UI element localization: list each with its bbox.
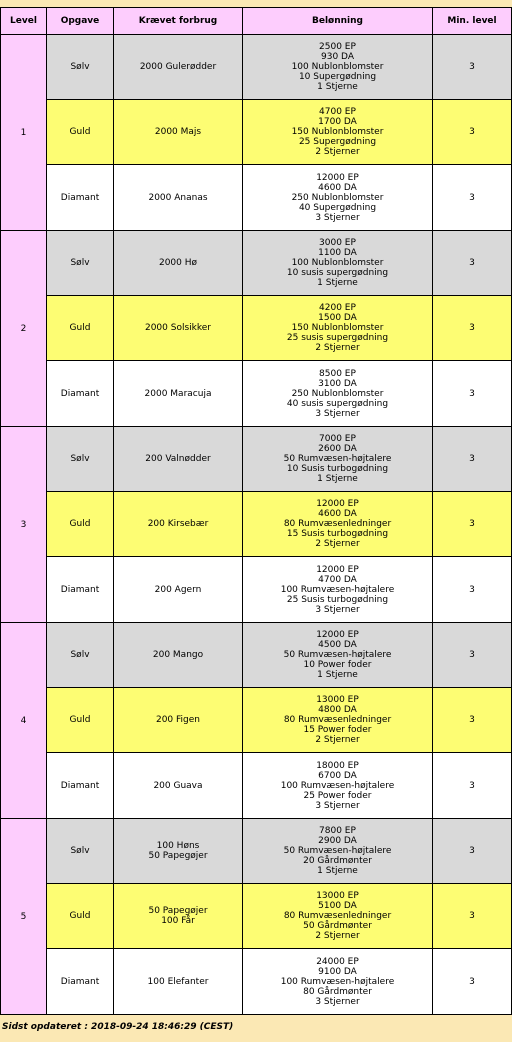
forbrug-cell [114,35,243,100]
reward-line: 1700 DA [318,117,357,127]
forbrug-line: 100 Elefanter [147,976,209,987]
header-forbrug: Krævet forbrug [114,8,243,35]
opgave-cell: Diamant [47,557,114,623]
reward-line: 4800 DA [318,705,357,715]
opgave-cell: Sølv [47,623,114,688]
reward-line: 25 susis supergødning [286,333,389,343]
reward-line: 40 susis supergødning [286,398,389,409]
reward-line: 80 Gårdmønter [303,986,372,997]
reward-line: 5100 DA [318,901,357,911]
header-level: Level [1,8,47,35]
opgave-cell: Diamant [47,361,114,427]
forbrug-cell [114,623,243,688]
forbrug-line: 100 Får [161,916,195,926]
reward-line: 18000 EP [316,760,359,771]
forbrug-line: 100 Høns [156,841,200,851]
forbrug-cell [114,296,243,361]
min-level-cell: 3 [433,35,512,100]
forbrug-line: 200 Kirsebær [147,519,209,529]
belonning-cell [243,165,433,231]
forbrug-line: 200 Agern [154,584,202,595]
belonning-cell [243,557,433,623]
forbrug-cell [114,231,243,296]
reward-line: 2 Stjerner [315,147,360,157]
reward-line: 13000 EP [316,891,359,901]
table-row [1,361,512,427]
min-level-cell: 3 [433,165,512,231]
reward-line: 250 Nublonblomster [291,388,384,399]
belonning-cell [243,623,433,688]
reward-line: 1 Stjerne [317,670,358,680]
forbrug-cell [114,492,243,557]
min-level-cell: 3 [433,361,512,427]
reward-line: 50 Rumvæsen-højtalere [283,454,392,464]
min-level-cell: 3 [433,688,512,753]
reward-line: 2900 DA [318,836,357,846]
reward-line: 100 Nublonblomster [291,62,384,72]
opgave-cell: Sølv [47,231,114,296]
reward-line: 3000 EP [319,238,356,248]
reward-line: 12000 EP [316,172,359,183]
reward-line: 9100 DA [318,966,357,977]
table-row [1,492,512,557]
belonning-cell [243,819,433,884]
opgave-cell: Guld [47,296,114,361]
reward-line: 12000 EP [316,564,359,575]
reward-line: 25 Power foder [303,790,372,801]
forbrug-line: 200 Guava [153,780,203,791]
reward-line: 1 Stjerne [317,474,358,484]
opgave-cell: Sølv [47,819,114,884]
belonning-cell [243,753,433,819]
reward-line: 7800 EP [319,826,356,836]
reward-line: 150 Nublonblomster [291,323,384,333]
reward-line: 3 Stjerner [315,800,360,811]
forbrug-line: 2000 Ananas [148,192,208,203]
min-level-cell: 3 [433,231,512,296]
reward-line: 4500 DA [318,640,357,650]
reward-line: 100 Rumvæsen-højtalere [280,780,395,791]
header-belonning: Belønning [243,8,433,35]
table-row [1,296,512,361]
reward-line: 1100 DA [318,248,357,258]
reward-line: 4700 DA [318,574,357,585]
belonning-cell [243,361,433,427]
min-level-cell: 3 [433,296,512,361]
table-row [1,819,512,884]
reward-line: 930 DA [321,52,354,62]
min-level-cell: 3 [433,427,512,492]
level-cell: 2 [1,231,47,427]
belonning-cell [243,492,433,557]
forbrug-line: 2000 Maracuja [144,388,212,399]
reward-line: 2 Stjerner [315,735,360,745]
belonning-cell [243,427,433,492]
reward-line: 100 Nublonblomster [291,258,384,268]
quest-table-body [1,35,512,1015]
belonning-cell [243,100,433,165]
level-cell: 5 [1,819,47,1015]
forbrug-cell [114,753,243,819]
reward-line: 15 Power foder [303,725,372,735]
opgave-cell: Guld [47,492,114,557]
forbrug-cell [114,427,243,492]
belonning-cell [243,688,433,753]
min-level-cell: 3 [433,100,512,165]
table-row [1,688,512,753]
reward-line: 13000 EP [316,695,359,705]
opgave-cell: Guld [47,688,114,753]
opgave-cell: Diamant [47,165,114,231]
forbrug-cell [114,949,243,1015]
belonning-cell [243,231,433,296]
forbrug-cell [114,688,243,753]
min-level-cell: 3 [433,557,512,623]
opgave-cell: Sølv [47,35,114,100]
opgave-cell: Diamant [47,949,114,1015]
reward-line: 4700 EP [319,107,356,117]
reward-line: 3 Stjerner [315,408,360,419]
reward-line: 15 Susis turbogødning [286,529,389,539]
forbrug-cell [114,819,243,884]
reward-line: 4600 DA [318,509,357,519]
level-cell: 4 [1,623,47,819]
forbrug-cell [114,100,243,165]
belonning-cell [243,949,433,1015]
table-row [1,165,512,231]
reward-line: 2 Stjerner [315,539,360,549]
reward-line: 10 Susis turbogødning [286,464,389,474]
reward-line: 6700 DA [318,770,357,781]
min-level-cell: 3 [433,949,512,1015]
reward-line: 4200 EP [319,303,356,313]
reward-line: 3 Stjerner [315,212,360,223]
quest-table [0,7,512,1015]
reward-line: 50 Gårdmønter [303,921,372,931]
belonning-cell [243,884,433,949]
header-opgave: Opgave [47,8,114,35]
reward-line: 12000 EP [316,499,359,509]
reward-line: 20 Gårdmønter [303,856,372,866]
reward-line: 2500 EP [319,42,356,52]
reward-line: 1500 DA [318,313,357,323]
reward-line: 10 Power foder [303,660,372,670]
table-row [1,753,512,819]
reward-line: 3100 DA [318,378,357,389]
reward-line: 2600 DA [318,444,357,454]
reward-line: 80 Rumvæsenledninger [283,911,392,921]
reward-line: 3 Stjerner [315,604,360,615]
reward-line: 150 Nublonblomster [291,127,384,137]
min-level-cell: 3 [433,623,512,688]
reward-line: 24000 EP [316,956,359,967]
table-row [1,35,512,100]
forbrug-line: 200 Valnødder [145,454,211,464]
forbrug-line: 2000 Gulerødder [139,62,217,72]
table-row [1,949,512,1015]
reward-line: 3 Stjerner [315,996,360,1007]
level-cell: 3 [1,427,47,623]
reward-line: 40 Supergødning [298,202,377,213]
reward-line: 25 Supergødning [298,137,377,147]
reward-line: 50 Rumvæsen-højtalere [283,846,392,856]
table-row [1,231,512,296]
forbrug-line: 2000 Majs [154,127,202,137]
forbrug-cell [114,361,243,427]
table-row [1,557,512,623]
opgave-cell: Guld [47,100,114,165]
forbrug-cell [114,884,243,949]
forbrug-line: 50 Papegøjer [148,906,208,916]
reward-line: 2 Stjerner [315,931,360,941]
reward-line: 80 Rumvæsenledninger [283,519,392,529]
opgave-cell: Guld [47,884,114,949]
forbrug-line: 2000 Hø [158,258,198,268]
reward-line: 100 Rumvæsen-højtalere [280,976,395,987]
forbrug-line: 200 Figen [155,715,200,725]
table-row [1,884,512,949]
reward-line: 1 Stjerne [317,866,358,876]
reward-line: 80 Rumvæsenledninger [283,715,392,725]
opgave-cell: Diamant [47,753,114,819]
table-row [1,623,512,688]
table-row [1,100,512,165]
reward-line: 50 Rumvæsen-højtalere [283,650,392,660]
reward-line: 8500 EP [319,368,356,379]
table-row [1,427,512,492]
min-level-cell: 3 [433,884,512,949]
forbrug-cell [114,557,243,623]
level-cell: 1 [1,35,47,231]
reward-line: 1 Stjerne [317,278,358,288]
reward-line: 1 Stjerne [317,82,358,92]
reward-line: 10 Supergødning [298,72,377,82]
last-updated: Sidst opdateret : 2018-09-24 18:46:29 (CEST) [2,1022,234,1032]
belonning-cell [243,35,433,100]
reward-line: 12000 EP [316,630,359,640]
min-level-cell: 3 [433,492,512,557]
header-row [1,8,512,35]
reward-line: 10 susis supergødning [286,268,389,278]
reward-line: 2 Stjerner [315,343,360,353]
forbrug-line: 2000 Solsikker [144,323,211,333]
reward-line: 250 Nublonblomster [291,192,384,203]
min-level-cell: 3 [433,753,512,819]
min-level-cell: 3 [433,819,512,884]
reward-line: 7000 EP [319,434,356,444]
forbrug-line: 50 Papegøjer [148,851,208,861]
header-min-level: Min. level [433,8,512,35]
reward-line: 4600 DA [318,182,357,193]
forbrug-line: 200 Mango [152,650,204,660]
forbrug-cell [114,165,243,231]
reward-line: 100 Rumvæsen-højtalere [280,584,395,595]
opgave-cell: Sølv [47,427,114,492]
reward-line: 25 Susis turbogødning [286,594,389,605]
belonning-cell [243,296,433,361]
